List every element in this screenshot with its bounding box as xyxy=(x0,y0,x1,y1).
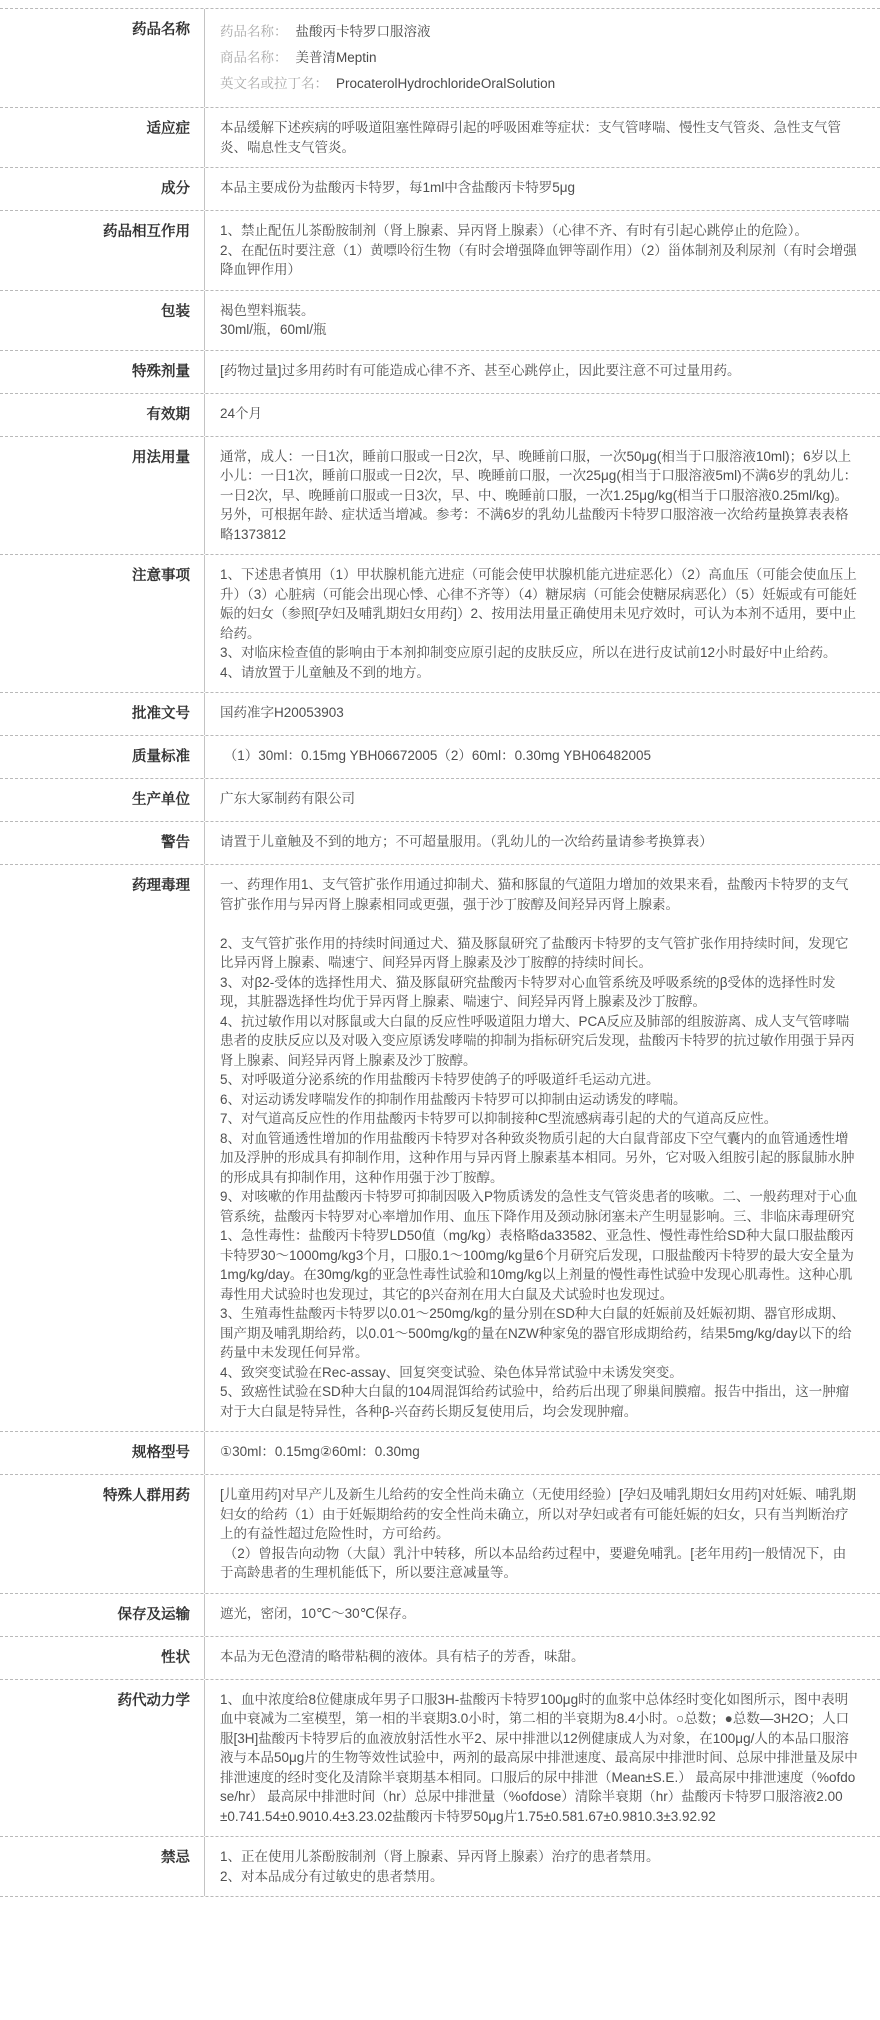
paragraph: 3、对β2-受体的选择性用犬、猫及豚鼠研究盐酸丙卡特罗对心血管系统及呼吸系统的β受体的选择性时发现，其脏器选择性均优于异丙肾上腺素、喘速宁、间羟异丙肾上腺素及沙丁胺醇。 xyxy=(220,974,836,1009)
row-content xyxy=(205,211,880,290)
table-row xyxy=(0,1680,880,1838)
row-label: 注意事项 xyxy=(0,555,205,692)
table-row xyxy=(0,351,880,394)
paragraph: 7、对气道高反应性的作用盐酸丙卡特罗可以抑制接种C型流感病毒引起的犬的气道高反应性。 xyxy=(220,1111,778,1126)
field-value: 盐酸丙卡特罗口服溶液 xyxy=(295,24,431,39)
paragraph: 2、对本品成分有过敏史的患者禁用。 xyxy=(220,1868,444,1884)
row-content xyxy=(205,693,880,735)
row-content xyxy=(205,9,880,107)
row-label: 适应症 xyxy=(0,108,205,167)
table-row xyxy=(0,168,880,211)
paragraph: 4、请放置于儿童触及不到的地方。 xyxy=(220,664,431,680)
row-content xyxy=(205,1680,880,1837)
row-content xyxy=(205,779,880,821)
row-label: 药理毒理 xyxy=(0,865,205,1431)
paragraph: 广东大冢制药有限公司 xyxy=(220,791,355,806)
table-row xyxy=(0,822,880,865)
paragraph: 本品主要成份为盐酸丙卡特罗，每1ml中含盐酸丙卡特罗5μg xyxy=(220,180,576,195)
row-content xyxy=(205,1432,880,1474)
paragraph: 3、对临床检查值的影响由于本剂抑制变应原引起的皮肤反应，所以在进行皮试前12小时最好中止给药。 xyxy=(220,645,837,660)
table-row xyxy=(0,1432,880,1475)
row-content xyxy=(205,555,880,692)
field-value: 美普清Meptin xyxy=(295,50,377,65)
row-content xyxy=(205,168,880,210)
paragraph: 9、对咳嗽的作用盐酸丙卡特罗可抑制因吸入P物质诱发的急性支气管炎患者的咳嗽。二、一般药理对于心血管系统，盐酸丙卡特罗对心率增加作用、血压下降作用及颈动脉闭塞未产生明显影响。三、非临床毒理研究1、急性毒性：盐酸丙卡特罗LD50值（mg/kg）表格略da33582、亚急性、慢性毒性给SD种大鼠口服盐酸丙卡特罗30～1000mg/kg3个月，口服0.1～100mg/kg量6个月研究后发现，口服盐酸丙卡特罗的最大安全量为1mg/kg/day。在30mg/kg的亚急性毒性试验和10mg/kg以上剂量的慢性毒性试验中发现心肌毒性。这种心肌毒性用犬试验时也发现过，其它的β兴奋剂在用大白鼠及犬试验时也发现过。 xyxy=(220,1189,858,1302)
drug-info-table xyxy=(0,8,880,1897)
table-row xyxy=(0,865,880,1432)
paragraph: （2）曾报告向动物（大鼠）乳汁中转移，所以本品给药过程中，要避免哺乳。[老年用药]一般情况下，由于高龄患者的生理机能低下，所以要注意减量等。 xyxy=(220,1545,847,1580)
field-line xyxy=(220,19,858,45)
table-row xyxy=(0,9,880,108)
paragraph: 5、对呼吸道分泌系统的作用盐酸丙卡特罗使鸽子的呼吸道纤毛运动亢进。 xyxy=(220,1072,660,1087)
paragraph: [药物过量]过多用药时有可能造成心律不齐、甚至心跳停止，因此要注意不可过量用药。 xyxy=(220,362,741,378)
row-content xyxy=(205,394,880,436)
paragraph: ①30ml：0.15mg②60ml：0.30mg xyxy=(220,1444,420,1459)
table-row xyxy=(0,555,880,693)
paragraph: 遮光，密闭，10℃～30℃保存。 xyxy=(220,1605,416,1621)
row-label: 警告 xyxy=(0,822,205,864)
row-label: 用法用量 xyxy=(0,437,205,555)
row-label: 有效期 xyxy=(0,394,205,436)
row-content xyxy=(205,822,880,864)
table-row xyxy=(0,736,880,779)
paragraph: 4、致突变试验在Rec-assay、回复突变试验、染色体异常试验中未诱发突变。 xyxy=(220,1364,683,1380)
row-content xyxy=(205,437,880,555)
field-value: ProcaterolHydrochlorideOralSolution xyxy=(336,76,556,91)
field-label: 药品名称： xyxy=(220,24,288,39)
row-content xyxy=(205,108,880,167)
row-label: 特殊剂量 xyxy=(0,351,205,393)
table-row xyxy=(0,211,880,291)
row-label: 包装 xyxy=(0,291,205,350)
row-label: 规格型号 xyxy=(0,1432,205,1474)
table-row xyxy=(0,779,880,822)
row-label: 药代动力学 xyxy=(0,1680,205,1837)
paragraph: 2、在配伍时要注意（1）黄嘌呤衍生物（有时会增强降血钾等副作用）（2）甾体制剂及利尿剂（有时会增强降血钾作用） xyxy=(220,242,857,277)
table-row xyxy=(0,1837,880,1897)
row-label: 质量标准 xyxy=(0,736,205,778)
paragraph: 5、致癌性试验在SD种大白鼠的104周混饵给药试验中，给药后出现了卵巢间膜瘤。报告中指出，这一肿瘤对于大白鼠是特异性，各种β-兴奋药长期反复使用后，均会发现肿瘤。 xyxy=(220,1384,850,1419)
table-row xyxy=(0,1637,880,1680)
field-line xyxy=(220,45,858,71)
drug-info-page xyxy=(0,8,880,1897)
paragraph: 1、下述患者慎用（1）甲状腺机能亢进症（可能会使甲状腺机能亢进症恶化）（2）高血压（可能会使血压上升）（3）心脏病（可能会出现心悸、心律不齐等）（4）糖尿病（可能会使糖尿病恶化）（5）妊娠或有可能妊娠的妇女（参照[孕妇及哺乳期妇女用药]）2、按用法用量正确使用未见疗效时，可认为本剂不适用，要中止给药。 xyxy=(220,567,857,641)
paragraph: 1、血中浓度给8位健康成年男子口服3H-盐酸丙卡特罗100μg时的血浆中总体经时变化如图所示，图中表明血中衰减为二室模型，第一相的半衰期3.0小时，第二相的半衰期为8.4小时。○总数；●总数—3H2O；人口服[3H]盐酸丙卡特罗后的血液放射活性水平2、尿中排泄以12例健康成人为对象，在100μg/人的本品口服溶液与本品50μg片的生物等效性试验中，两剂的最高尿中排泄速度、最高尿中排泄时间、总尿中排泄量及尿中排泄速度的经时变化及清除半衰期基本相同。口服后的尿中排泄（Mean±S.E.） 最高尿中排泄速度（%ofdose/hr） 最高尿中排泄时间（hr）总尿中排泄量（%ofdose）清除半衰期（hr）盐酸丙卡特罗口服溶液2.00±0.741.54±0.9010.4±3.23.02盐酸丙卡特罗50μg片1.75±0.581.67±0.9810.3±3.92.92 xyxy=(220,1691,858,1824)
paragraph: 24个月 xyxy=(220,405,263,421)
paragraph: 8、对血管通透性增加的作用盐酸丙卡特罗对各种致炎物质引起的大白鼠背部皮下空气囊内的血管通透性增加及浮肿的形成具有抑制作用，这种作用与异丙肾上腺素基本相同。另外，它对吸入组胺引起的豚鼠肺水肿的形成具有抑制作用，这种作用强于沙丁胺醇。 xyxy=(220,1130,855,1185)
paragraph: （1）30ml：0.15mg YBH06672005（2）60ml：0.30mg YBH06482005 xyxy=(220,748,652,763)
paragraph: [儿童用药]对早产儿及新生儿给药的安全性尚未确立（无使用经验）[孕妇及哺乳期妇女用药]对妊娠、哺乳期妇女的给药（1）由于妊娠期给药的安全性尚未确立，所以对孕妇或者有可能妊娠的妇女，只有当判断治疗上的有益性超过危险性时，方可给药。 xyxy=(220,1487,857,1541)
table-row xyxy=(0,108,880,168)
paragraph xyxy=(220,914,858,934)
row-content xyxy=(205,1594,880,1636)
field-label: 英文名或拉丁名： xyxy=(220,76,328,91)
row-content xyxy=(205,351,880,393)
row-label: 药品名称 xyxy=(0,9,205,107)
paragraph: 本品缓解下述疾病的呼吸道阻塞性障碍引起的呼吸困难等症状：支气管哮喘、慢性支气管炎、急性支气管炎、喘息性支气管炎。 xyxy=(220,120,841,155)
row-label: 批准文号 xyxy=(0,693,205,735)
row-label: 特殊人群用药 xyxy=(0,1475,205,1593)
table-row xyxy=(0,1594,880,1637)
row-label: 性状 xyxy=(0,1637,205,1679)
row-label: 生产单位 xyxy=(0,779,205,821)
paragraph: 6、对运动诱发哮喘发作的抑制作用盐酸丙卡特罗可以抑制由运动诱发的哮喘。 xyxy=(220,1091,687,1107)
row-content xyxy=(205,736,880,778)
paragraph: 一、药理作用1、支气管扩张作用通过抑制犬、猫和豚鼠的气道阻力增加的效果来看，盐酸丙卡特罗的支气管扩张作用与异丙肾上腺素相同或更强，强于沙丁胺醇及间羟异丙肾上腺素。 xyxy=(220,877,849,912)
paragraph: 3、生殖毒性盐酸丙卡特罗以0.01～250mg/kg的量分别在SD种大白鼠的妊娠前及妊娠初期、器官形成期、围产期及哺乳期给药，以0.01～500mg/kg的量在NZW种家兔的器官形成期给药，结果5mg/kg/day以下的给药量中未发现任何异常。 xyxy=(220,1306,852,1360)
paragraph: 请置于儿童触及不到的地方；不可超量服用。（乳幼儿的一次给药量请参考换算表） xyxy=(220,834,713,849)
row-content xyxy=(205,1837,880,1896)
table-row xyxy=(0,693,880,736)
row-content xyxy=(205,865,880,1431)
table-row xyxy=(0,394,880,437)
row-label: 药品相互作用 xyxy=(0,211,205,290)
row-label: 成分 xyxy=(0,168,205,210)
table-row xyxy=(0,291,880,351)
row-content xyxy=(205,291,880,350)
field-line xyxy=(220,71,858,97)
paragraph: 褐色塑料瓶装。 xyxy=(220,302,315,318)
paragraph: 4、抗过敏作用以对豚鼠或大白鼠的反应性呼吸道阻力增大、PCA反应及肺部的组胺游离、成人支气管哮喘患者的皮肤反应以及对吸入变应原诱发哮喘的抑制为指标研究后发现，盐酸丙卡特罗的抗过敏作用强于异丙肾上腺素、间羟异丙肾上腺素及沙丁胺醇。 xyxy=(220,1013,855,1068)
field-label: 商品名称： xyxy=(220,50,288,65)
paragraph: 通常，成人：一日1次，睡前口服或一日2次，早、晚睡前口服，一次50μg(相当于口服溶液10ml)；6岁以上小儿：一日1次，睡前口服或一日2次，早、晚睡前口服，一次25μg(相当于口服溶液5ml)不满6岁的乳幼儿：一日2次，早、晚睡前口服或一日3次，早、中、晚睡前口服，一次1.25μg/kg(相当于口服溶液0.25ml/kg)。另外，可根据年龄、症状适当增减。参考：不满6岁的乳幼儿盐酸丙卡特罗口服溶液一次给药量换算表表格略1373812 xyxy=(220,448,858,542)
paragraph: 2、支气管扩张作用的持续时间通过犬、猫及豚鼠研究了盐酸丙卡特罗的支气管扩张作用持续时间，发现它比异丙肾上腺素、喘速宁、间羟异丙肾上腺素及沙丁胺醇的持续时间长。 xyxy=(220,935,849,970)
row-content xyxy=(205,1475,880,1593)
paragraph: 本品为无色澄清的略带粘稠的液体。具有桔子的芳香，味甜。 xyxy=(220,1648,585,1664)
paragraph: 30ml/瓶，60ml/瓶 xyxy=(220,322,327,337)
paragraph: 国药准字H20053903 xyxy=(220,705,344,720)
paragraph: 1、正在使用儿茶酚胺制剂（肾上腺素、异丙肾上腺素）治疗的患者禁用。 xyxy=(220,1849,660,1864)
row-content xyxy=(205,1637,880,1679)
table-row xyxy=(0,1475,880,1594)
table-row xyxy=(0,437,880,556)
row-label: 禁忌 xyxy=(0,1837,205,1896)
row-label: 保存及运输 xyxy=(0,1594,205,1636)
paragraph: 1、禁止配伍儿茶酚胺制剂（肾上腺素、异丙肾上腺素）（心律不齐、有时有引起心跳停止的危险）。 xyxy=(220,223,809,238)
